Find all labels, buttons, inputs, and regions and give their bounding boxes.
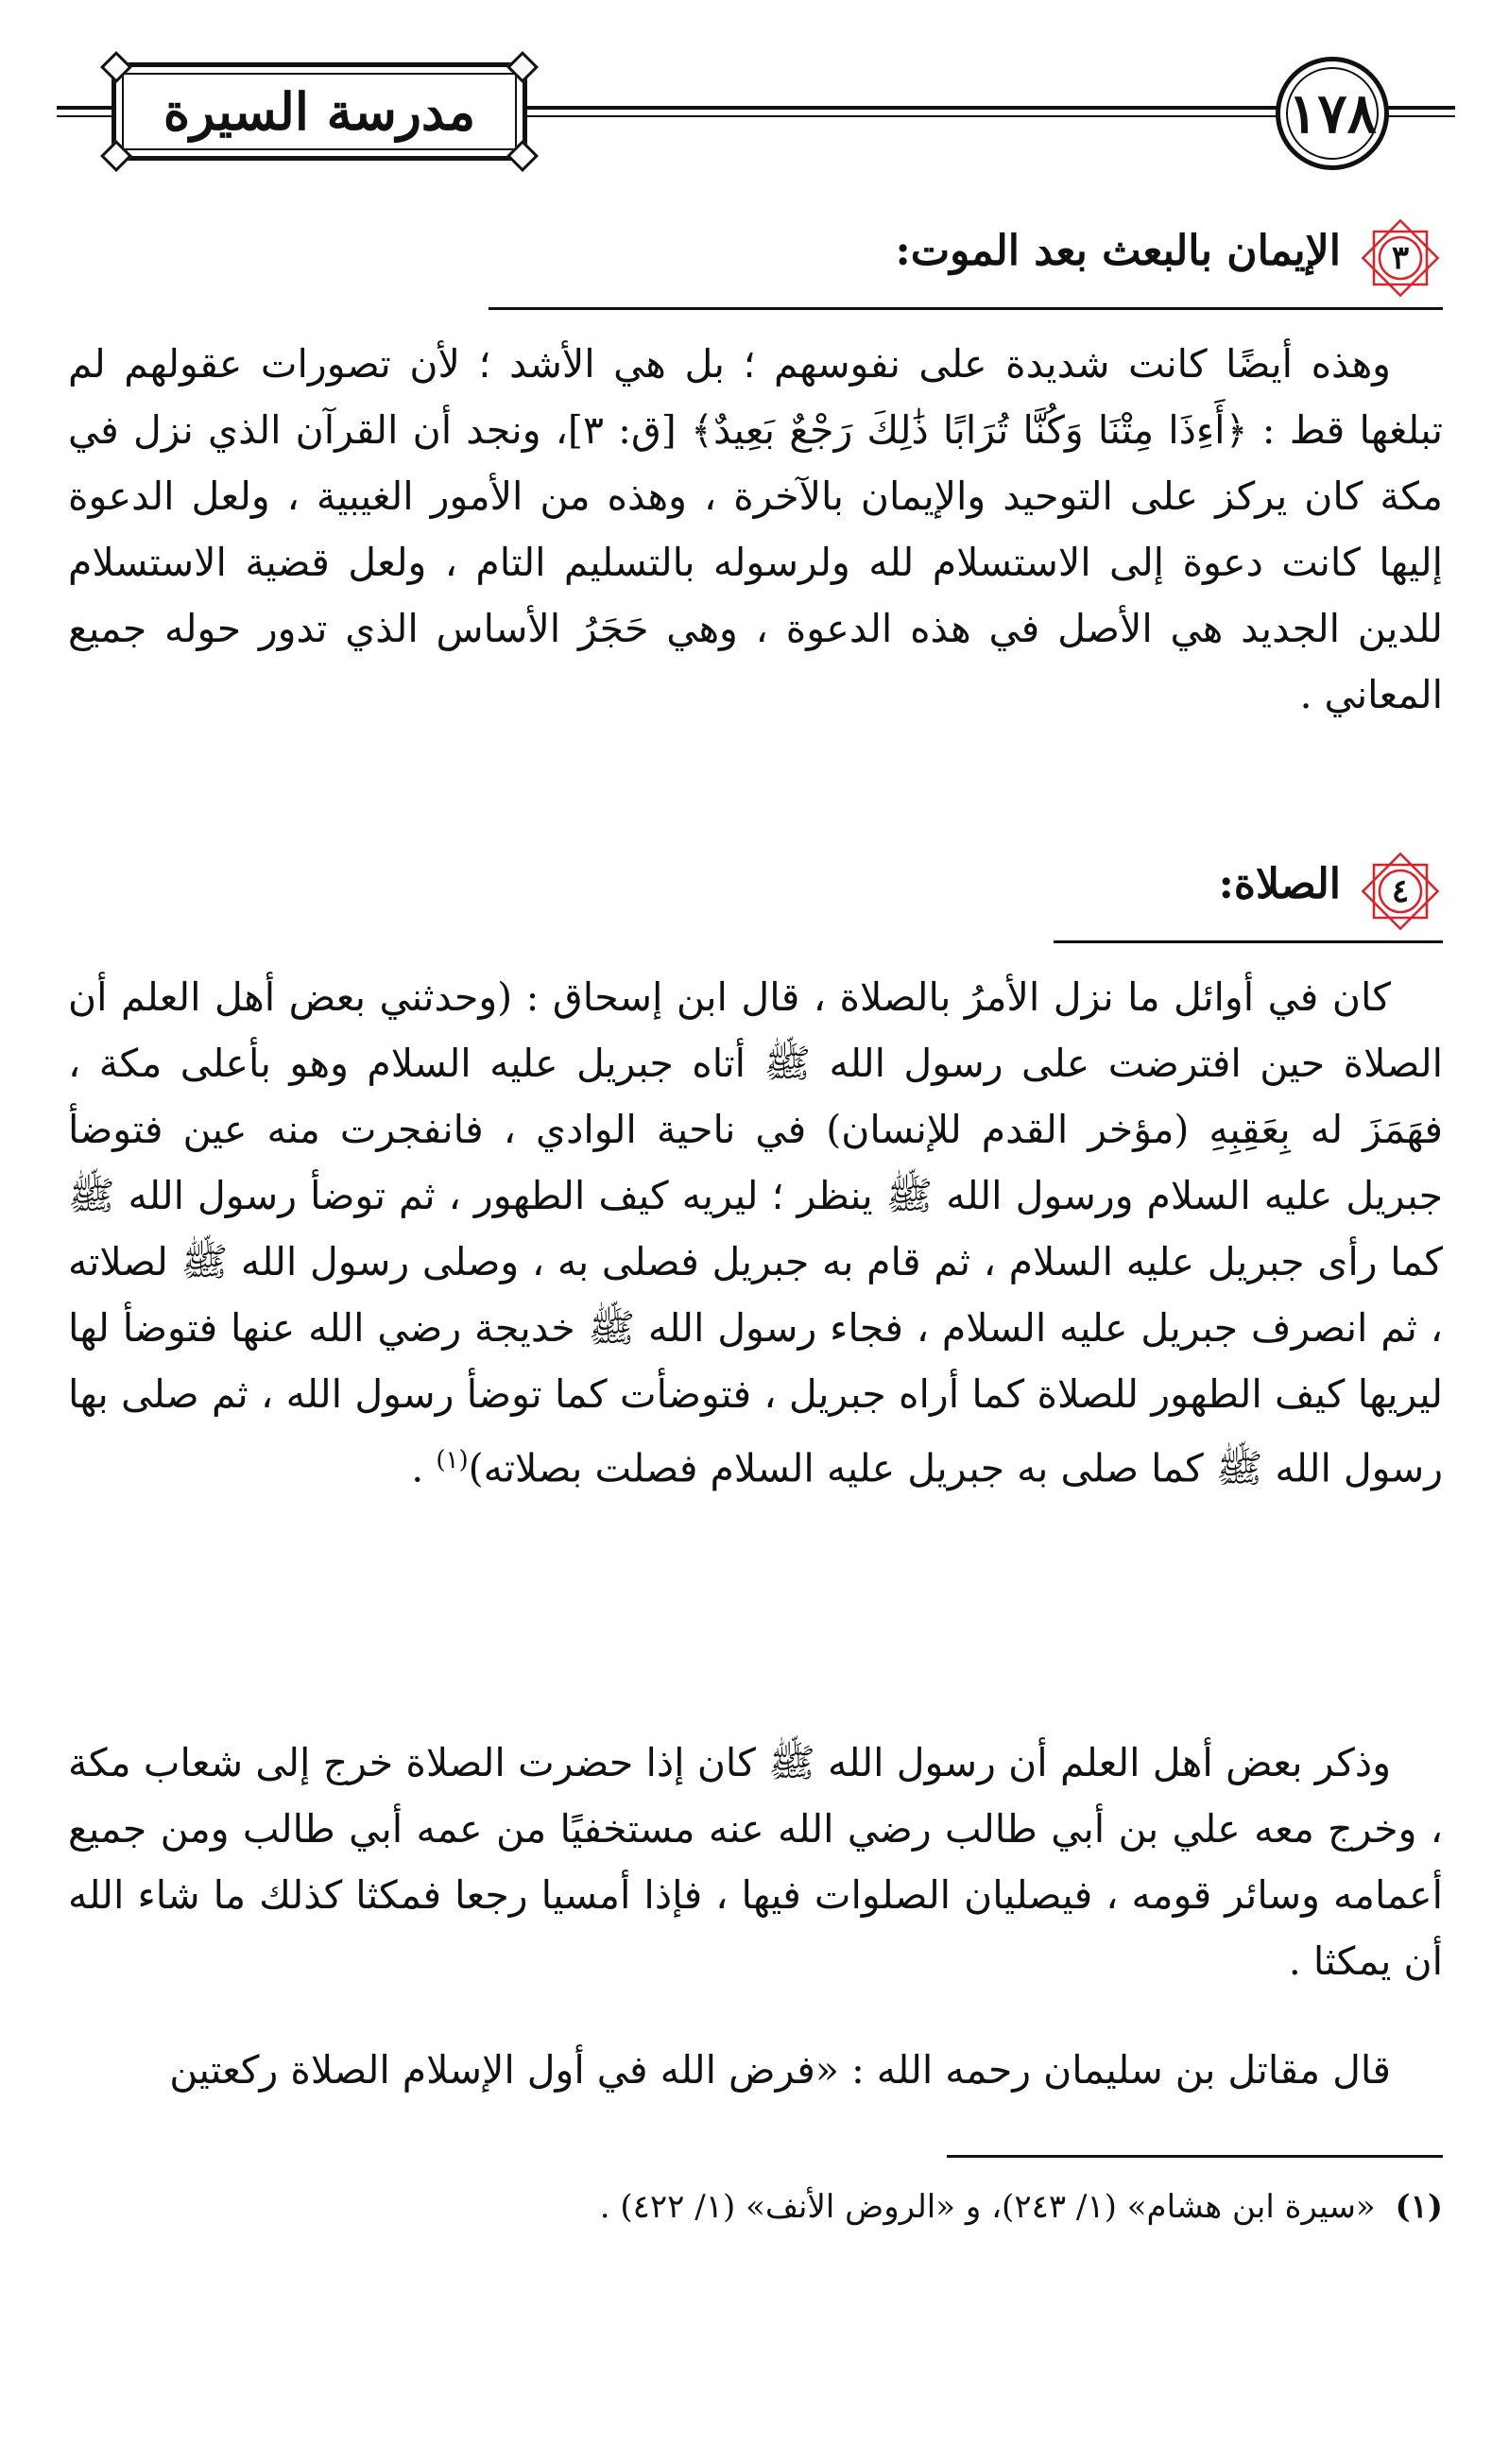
section-heading-resurrection [489,215,1443,310]
paragraph-text: كان في أوائل ما نزل الأمرُ بالصلاة ، قال ابن إسحاق : (وحدثني بعض أهل العلم أن الصلاة حين افترضت على رسول الله ﷺ أتاه جبريل عليه السلام وهو بأعلى مكة ، فهَمَزَ له بِعَقِبِهِ (مؤخر القدم للإنسان) في ناحية الوادي ، فانفجرت منه عين فتوضأ جبريل عليه السلام ورسول الله ﷺ ينظر ؛ ليريه كيف الطهور ، ثم توضأ رسول الله ﷺ كما رأى جبريل عليه السلام ، ثم قام به جبريل فصلى به ، وصلى رسول الله ﷺ لصلاته ، ثم انصرف جبريل عليه السلام ، فجاء رسول الله ﷺ خديجة رضي الله عنها فتوضأ لها ليريها كيف الطهور للصلاة كما أراه جبريل ، فتوضأت كما توضأ رسول الله ، ثم صلى بها رسول الله ﷺ كما صلى به جبريل عليه السلام فصلت بصلاته) [68,974,1443,1491]
section-title: الصلاة: [1218,860,1341,908]
footnote-separator [947,2155,1443,2158]
running-title: مدرسة السيرة [163,81,476,142]
section-number: ٤ [1391,872,1410,910]
section-heading-prayer [1054,849,1443,943]
eight-pointed-star-icon [1358,849,1443,934]
footnote-mark: (١) [1395,2188,1443,2226]
running-title-frame [111,62,527,161]
paragraph-prayer-hadith: كان في أوائل ما نزل الأمرُ بالصلاة ، قال ابن إسحاق : (وحدثني بعض أهل العلم أن الصلاة حين افترضت على رسول الله ﷺ أتاه جبريل عليه السلام وهو بأعلى مكة ، فهَمَزَ له بِعَقِبِهِ (مؤخر القدم للإنسان) في ناحية الوادي ، فانفجرت منه عين فتوضأ جبريل عليه السلام ورسول الله ﷺ ينظر ؛ ليريه كيف الطهور ، ثم توضأ رسول الله ﷺ كما رأى جبريل عليه السلام ، ثم قام به جبريل فصلى به ، وصلى رسول الله ﷺ لصلاته ، ثم انصرف جبريل عليه السلام ، فجاء رسول الله ﷺ خديجة رضي الله عنها فتوضأ لها ليريها كيف الطهور للصلاة كما أراه جبريل ، فتوضأت كما توضأ رسول الله ، ثم صلى بها رسول الله ﷺ كما صلى به جبريل عليه السلام فصلت بصلاته)$^{(١)}$ . [68,974,1443,1491]
page-number: ١٧٨ [1288,81,1377,146]
page-header [57,57,1455,156]
page-number-medallion [1276,57,1389,170]
paragraph-muqatil: قال مقاتل بن سليمان رحمه الله : «فرض الله في أول الإسلام الصلاة ركعتين [169,2047,1391,2093]
section-number: ٣ [1391,239,1410,277]
section-title: الإيمان بالبعث بعد الموت: [895,227,1341,275]
footnote-reference: (١) [436,1446,469,1474]
section-underline [489,307,1443,310]
footnote [68,2179,1443,2235]
section-underline [1054,940,1443,943]
footnote-text: «سيرة ابن هشام» (١/ ٢٤٣)، و «الروض الأنف» (١/ ٤٢٢) . [599,2188,1376,2226]
eight-pointed-star-icon [1358,215,1443,301]
paragraph-resurrection: وهذه أيضًا كانت شديدة على نفوسهم ؛ بل هي الأشد ؛ لأن تصورات عقولهم لم تبلغها قط : ﴿أَءِذَا مِتْنَا وَكُنَّا تُرَابًا ذَٰلِكَ رَجْعٌ بَعِيدٌ﴾ [ق: ٣]، ونجد أن القرآن الذي نزل في مكة كان يركز على التوحيد والإيمان بالآخرة ، وهذه من الأمور الغيبية ، ولعل الدعوة إليها كانت دعوة إلى الاستسلام لله ولرسوله بالتسليم التام ، ولعل قضية الاستسلام للدين الجديد هي الأصل في هذه الدعوة ، وهي حَجَرُ الأساس الذي تدور حوله جميع المعاني . [68,341,1444,717]
paragraph-shiab-makkah: وذكر بعض أهل العلم أن رسول الله ﷺ كان إذا حضرت الصلاة خرج إلى شعاب مكة ، وخرج معه علي بن أبي طالب رضي الله عنه مستخفيًا من عمه أبي طالب ومن جميع أعمامه وسائر قومه ، فيصليان الصلوات فيها ، فإذا أمسيا رجعا فمكثا كذلك ما شاء الله أن يمكثا . [68,1740,1443,1984]
